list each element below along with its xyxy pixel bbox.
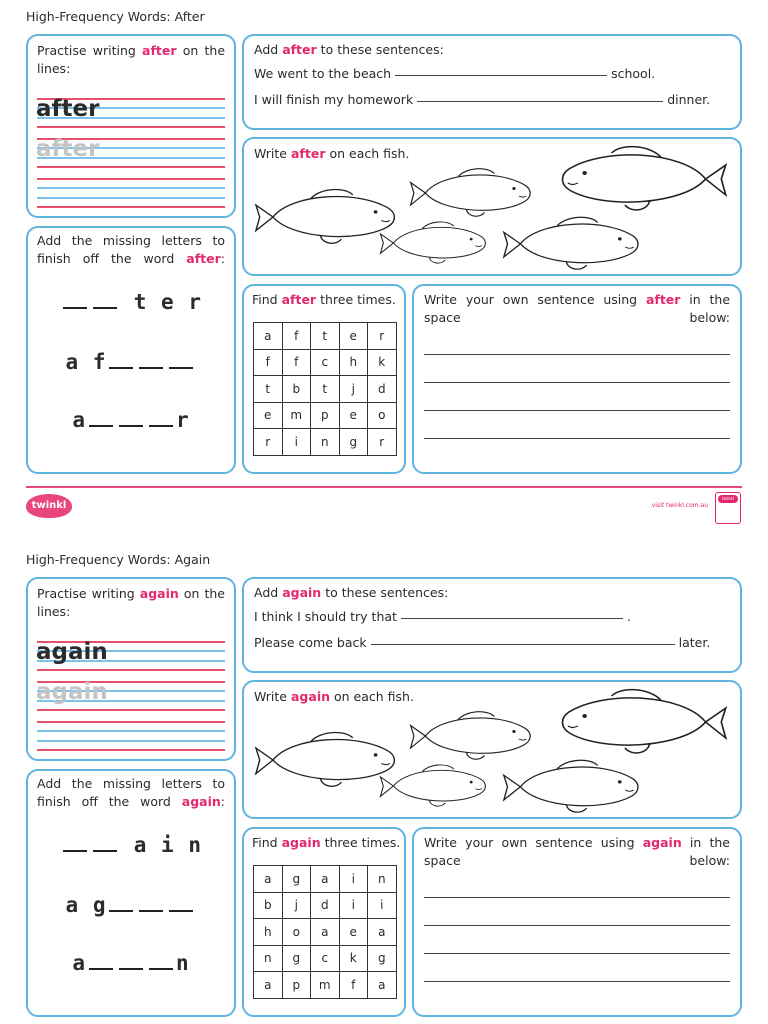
sentence-1: We went to the beach school. <box>254 66 656 81</box>
sentences-box <box>242 34 742 130</box>
missing-letters-instructions: Add the missing letters to finish off the word again: <box>37 776 225 809</box>
own-sentence-instructions: Write your own sentence using after in the space below: <box>424 292 731 325</box>
trace-word-dark: after <box>36 96 100 122</box>
practise-box <box>26 34 236 218</box>
sentence-2: I will finish my homework dinner. <box>254 92 711 107</box>
missing-row-3: a n <box>72 951 190 975</box>
missing-row-1: a i n <box>28 833 234 857</box>
missing-row-2: a g <box>28 893 234 917</box>
find-instructions: Find after three times. <box>252 292 396 307</box>
sentences-instructions: Add after to these sentences: <box>254 42 444 57</box>
visit-link[interactable]: visit twinkl.com.au <box>651 502 708 509</box>
missing-row-3: a r <box>72 408 190 432</box>
practise-box <box>26 577 236 761</box>
target-word: after <box>142 43 177 58</box>
word-search-grid[interactable]: a f t e r f f c h k t b t j d e m p e o r i n g r <box>253 322 397 456</box>
quality-stamp-icon: twinkl <box>715 492 741 524</box>
sentences-box <box>242 577 742 673</box>
writing-line[interactable] <box>424 354 730 355</box>
answer-blank[interactable] <box>417 101 663 102</box>
target-word: again <box>139 586 179 601</box>
fish-box <box>242 680 742 819</box>
answer-blank[interactable] <box>401 618 623 619</box>
writing-line[interactable] <box>424 382 730 383</box>
fish-instructions: Write again on each fish. <box>254 689 414 704</box>
answer-blank[interactable] <box>371 644 675 645</box>
find-box <box>242 827 406 1017</box>
own-sentence-box <box>412 827 742 1017</box>
fish-illustrations <box>244 139 740 274</box>
trace-word-light: again <box>36 679 108 705</box>
practise-instructions: Practise writing after on the lines: <box>37 43 226 76</box>
missing-letters-instructions: Add the missing letters to finish off the word after: <box>37 233 226 266</box>
word-search-grid[interactable]: a g a i n b j d i i h o a e a n g c k g a p m f a <box>253 865 397 999</box>
worksheet-title: High-Frequency Words: After <box>26 9 205 24</box>
missing-row-2: a f <box>28 350 234 374</box>
sentences-instructions: Add again to these sentences: <box>254 585 449 600</box>
missing-letters-box <box>26 226 236 474</box>
writing-line[interactable] <box>424 410 730 411</box>
writing-line[interactable] <box>424 953 730 954</box>
twinkl-logo: twinkl <box>26 494 72 518</box>
fish-illustrations <box>244 682 740 817</box>
find-instructions: Find again three times. <box>252 835 401 850</box>
sentence-2: Please come back later. <box>254 635 711 650</box>
answer-blank[interactable] <box>395 75 607 76</box>
fish-box <box>242 137 742 276</box>
own-sentence-box <box>412 284 742 474</box>
sentence-1: I think I should try that . <box>254 609 631 624</box>
writing-line[interactable] <box>424 438 730 439</box>
missing-row-1: t e r <box>28 290 234 314</box>
trace-word-light: after <box>36 136 100 162</box>
find-box <box>242 284 406 474</box>
trace-word-dark: again <box>36 639 108 665</box>
footer-divider <box>26 486 742 488</box>
missing-letters-box <box>26 769 236 1017</box>
writing-line[interactable] <box>424 981 730 982</box>
writing-line[interactable] <box>424 897 730 898</box>
writing-line[interactable] <box>424 925 730 926</box>
fish-instructions: Write after on each fish. <box>254 146 410 161</box>
practise-instructions: Practise writing again on the lines: <box>37 586 225 619</box>
worksheet-title: High-Frequency Words: Again <box>26 552 211 567</box>
own-sentence-instructions: Write your own sentence using again in the space below: <box>424 835 730 868</box>
